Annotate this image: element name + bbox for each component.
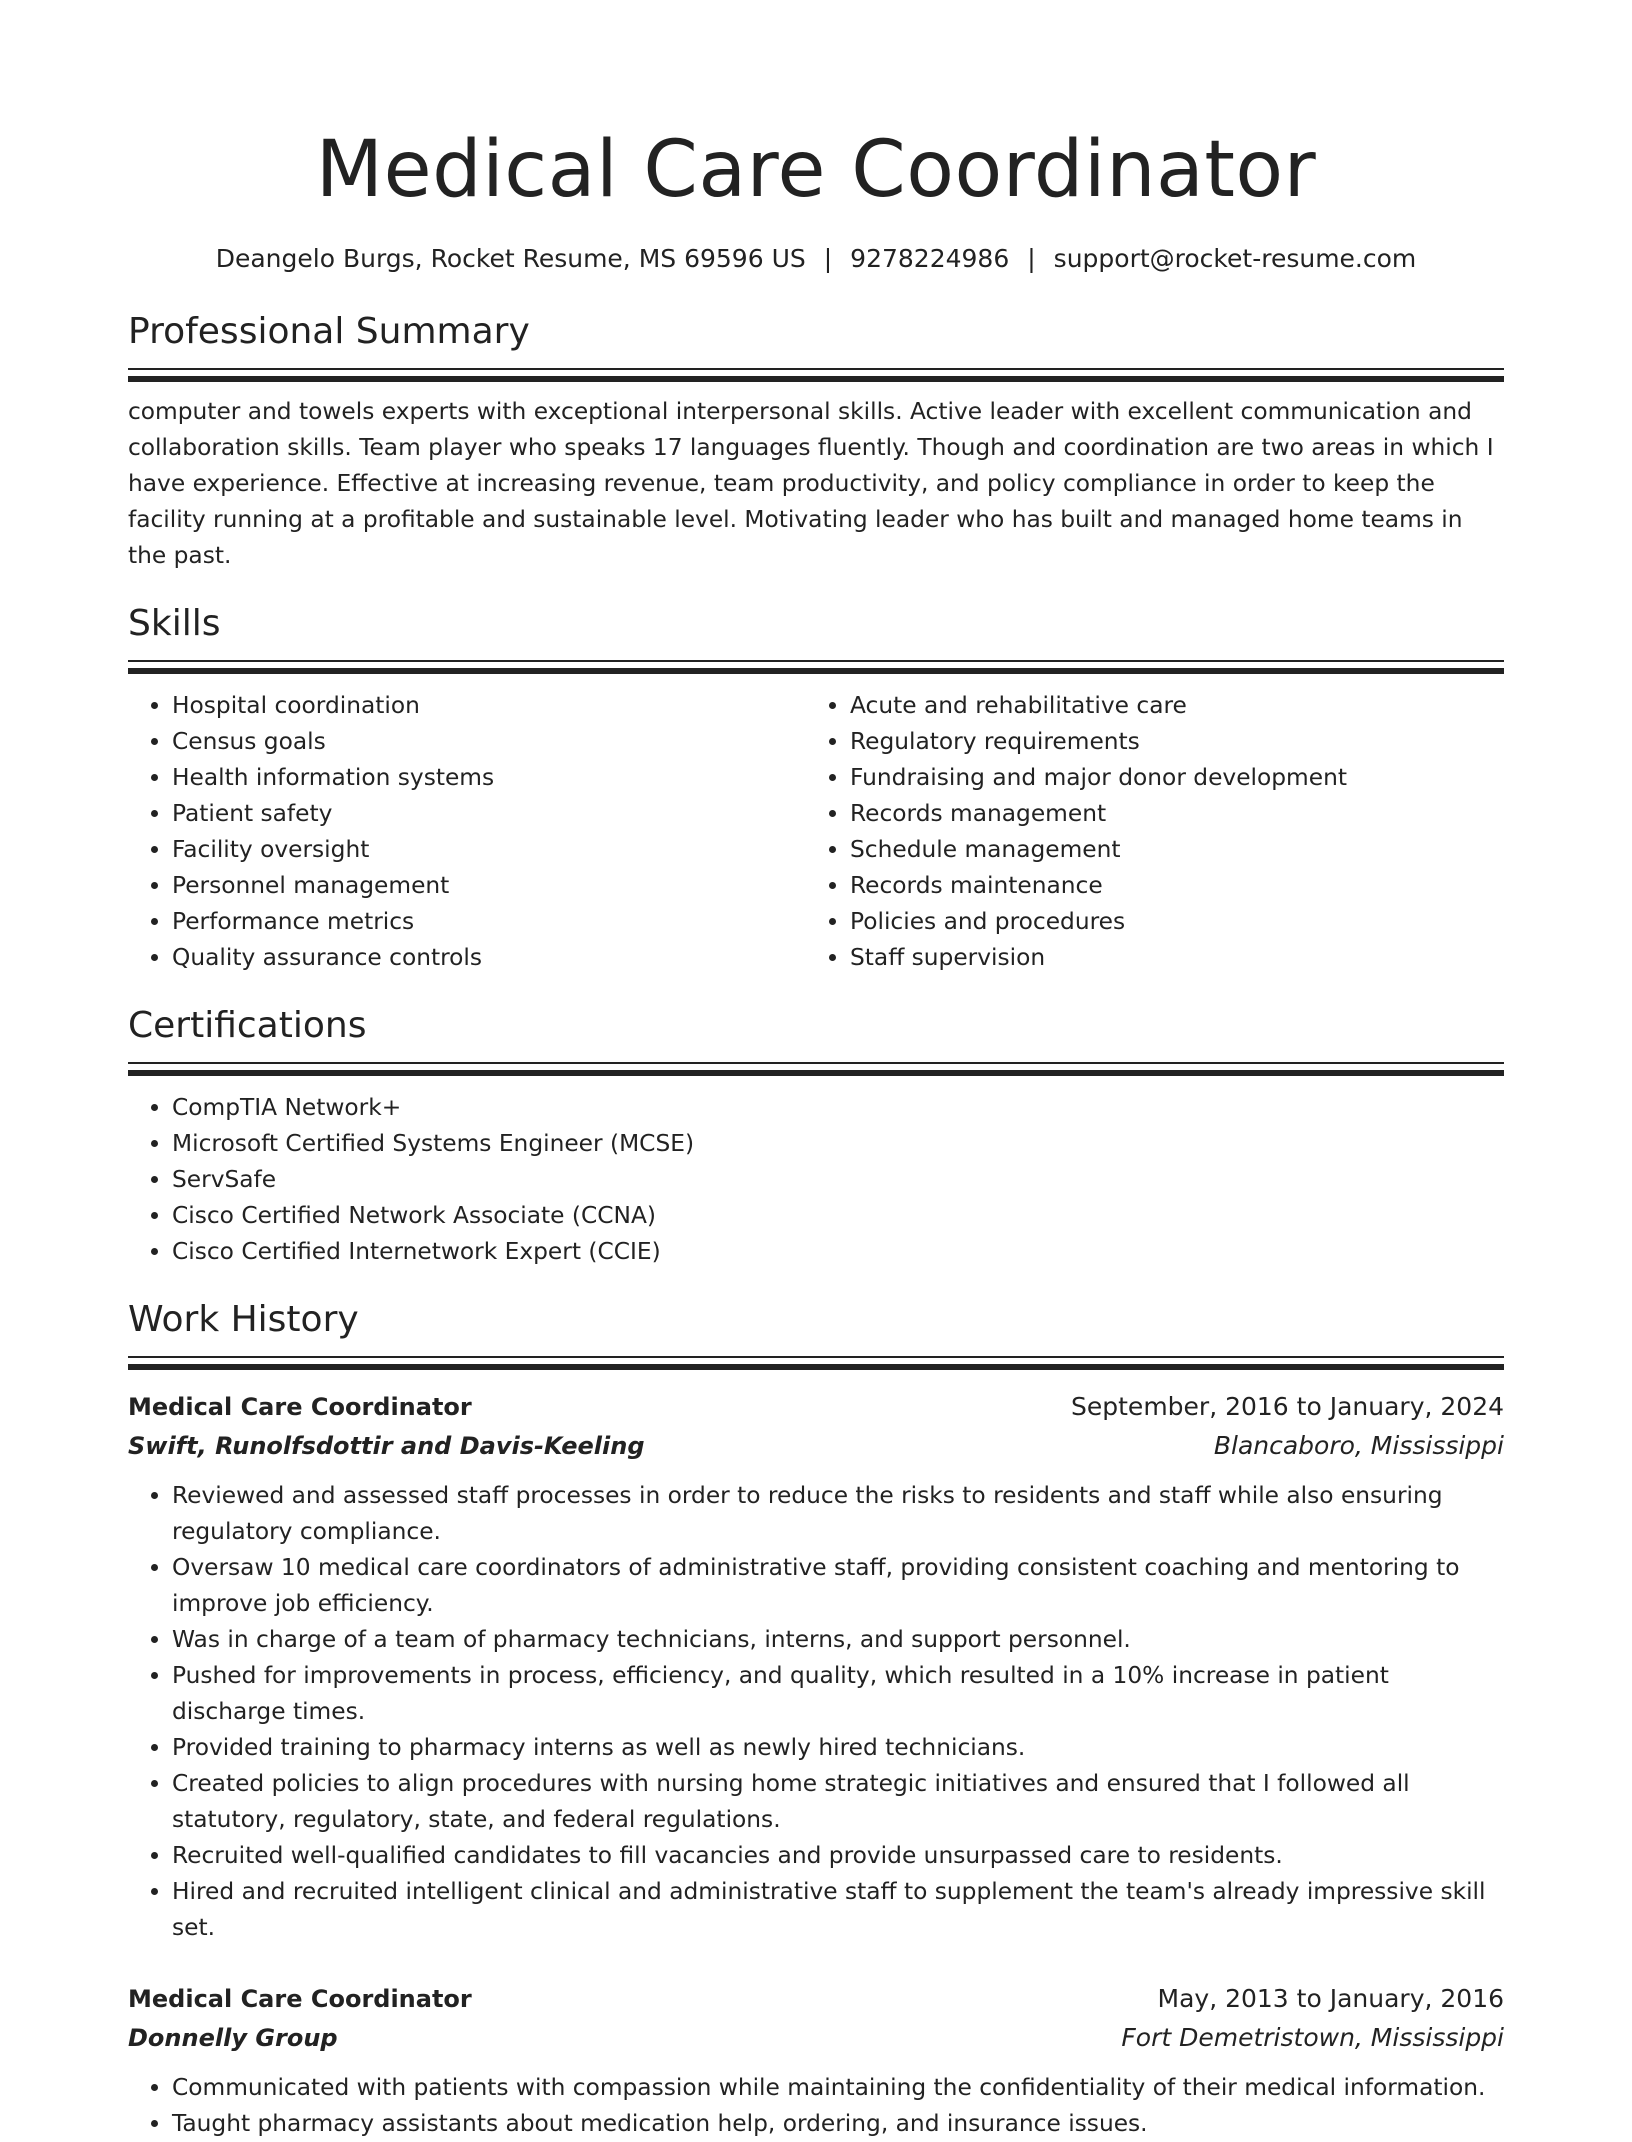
certifications-section [128, 1002, 1504, 1270]
job-location: Blancaboro, Mississippi [1213, 1431, 1504, 1460]
summary-section [128, 308, 1504, 574]
section-divider [128, 1062, 1504, 1076]
job-company-row [128, 2018, 1504, 2058]
job-title: Medical Care Coordinator [128, 1393, 472, 1421]
section-divider [128, 368, 1504, 382]
job-entry [128, 1388, 1504, 1946]
job-bullet: • Oversaw 10 medical care coordinators of administrative staff, providing consistent coaching and mentoring to improve job efficiency. [172, 1550, 1504, 1622]
skill-item: • Personnel management [172, 868, 806, 904]
job-bullet: • Was in charge of a team of pharmacy technicians, interns, and support personnel. [172, 1622, 1504, 1658]
certification-item: • Cisco Certified Internetwork Expert (CCIE) [172, 1234, 1504, 1270]
certifications-heading: Certifications [128, 1005, 367, 1046]
job-bullet: • Communicated with patients with compassion while maintaining the confidentiality of their medical information. [172, 2070, 1504, 2106]
resume-page [128, 0, 1504, 2142]
job-dates: May, 2013 to January, 2016 [1157, 1984, 1504, 2013]
job-bullet: • Taught pharmacy assistants about medication help, ordering, and insurance issues. [172, 2106, 1504, 2142]
certification-item: • Microsoft Certified Systems Engineer (MCSE) [172, 1126, 1504, 1162]
skill-item: • Records maintenance [850, 868, 1528, 904]
skill-item: • Patient safety [172, 796, 806, 832]
contact-separator: | [823, 244, 833, 273]
contact-line [128, 242, 1504, 276]
job-location: Fort Demetristown, Mississippi [1121, 2023, 1504, 2052]
certifications-list [128, 1090, 1504, 1270]
contact-phone: 9278224986 [850, 244, 1010, 273]
job-bullet: • Hired and recruited intelligent clinical and administrative staff to supplement the team's already impressive skill set. [172, 1874, 1504, 1946]
section-divider [128, 660, 1504, 674]
job-company: Donnelly Group [128, 2024, 338, 2052]
job-entry [128, 1980, 1504, 2142]
skill-item: • Acute and rehabilitative care [850, 688, 1528, 724]
certification-item: • CompTIA Network+ [172, 1090, 1504, 1126]
certification-item: • ServSafe [172, 1162, 1504, 1198]
job-header-row [128, 1388, 1504, 1426]
skills-list-left [128, 688, 806, 976]
skill-item: • Policies and procedures [850, 904, 1528, 940]
resume-name-heading: Medical Care Coordinator [315, 125, 1317, 215]
skill-item: • Regulatory requirements [850, 724, 1528, 760]
summary-text: computer and towels experts with exceptional interpersonal skills. Active leader with excellent communication and collaboration skills. Team player who speaks 17 languages fluently. Though and coordination are two areas in which I have experience. Effective at increasing revenue, team productivity, and policy compliance in order to keep the facility running at a profitable and sustainable level. Motivating leader who has built and managed home teams in the past. [128, 398, 1494, 569]
skill-item: • Records management [850, 796, 1528, 832]
work-history-section [128, 1296, 1504, 2142]
job-bullet: • Pushed for improvements in process, efficiency, and quality, which resulted in a 10% increase in patient discharge times. [172, 1658, 1504, 1730]
job-bullet: • Provided training to pharmacy interns as well as newly hired technicians. [172, 1730, 1504, 1766]
contact-address: Deangelo Burgs, Rocket Resume, MS 69596 US [215, 244, 806, 273]
skills-columns [128, 688, 1504, 976]
skill-item: • Schedule management [850, 832, 1528, 868]
job-title: Medical Care Coordinator [128, 1985, 472, 2013]
job-header-row [128, 1980, 1504, 2018]
job-bullet: • Created policies to align procedures with nursing home strategic initiatives and ensured that I followed all statutory, regulatory, state, and federal regulations. [172, 1766, 1504, 1838]
job-dates: September, 2016 to January, 2024 [1071, 1392, 1504, 1421]
job-bullet: • Recruited well-qualified candidates to fill vacancies and provide unsurpassed care to residents. [172, 1838, 1504, 1874]
section-divider [128, 1356, 1504, 1370]
summary-heading: Professional Summary [128, 311, 530, 352]
skills-heading: Skills [128, 603, 221, 644]
skill-item: • Staff supervision [850, 940, 1528, 976]
contact-separator: | [1027, 244, 1036, 273]
job-company-row [128, 1426, 1504, 1466]
skills-list-right [806, 688, 1528, 976]
skill-item: • Census goals [172, 724, 806, 760]
skill-item: • Performance metrics [172, 904, 806, 940]
contact-email: support@rocket-resume.com [1053, 244, 1417, 273]
job-company: Swift, Runolfsdottir and Davis-Keeling [128, 1432, 645, 1460]
skill-item: • Hospital coordination [172, 688, 806, 724]
skill-item: • Health information systems [172, 760, 806, 796]
skill-item: • Fundraising and major donor development [850, 760, 1528, 796]
certification-item: • Cisco Certified Network Associate (CCNA) [172, 1198, 1504, 1234]
job-bullet: • Reviewed and assessed staff processes in order to reduce the risks to residents and staff while also ensuring regulatory compliance. [172, 1478, 1504, 1550]
job-bullets [128, 1478, 1504, 1946]
work-history-heading: Work History [128, 1299, 359, 1340]
skills-section [128, 600, 1504, 976]
job-bullets [128, 2070, 1504, 2142]
skill-item: • Facility oversight [172, 832, 806, 868]
skill-item: • Quality assurance controls [172, 940, 806, 976]
